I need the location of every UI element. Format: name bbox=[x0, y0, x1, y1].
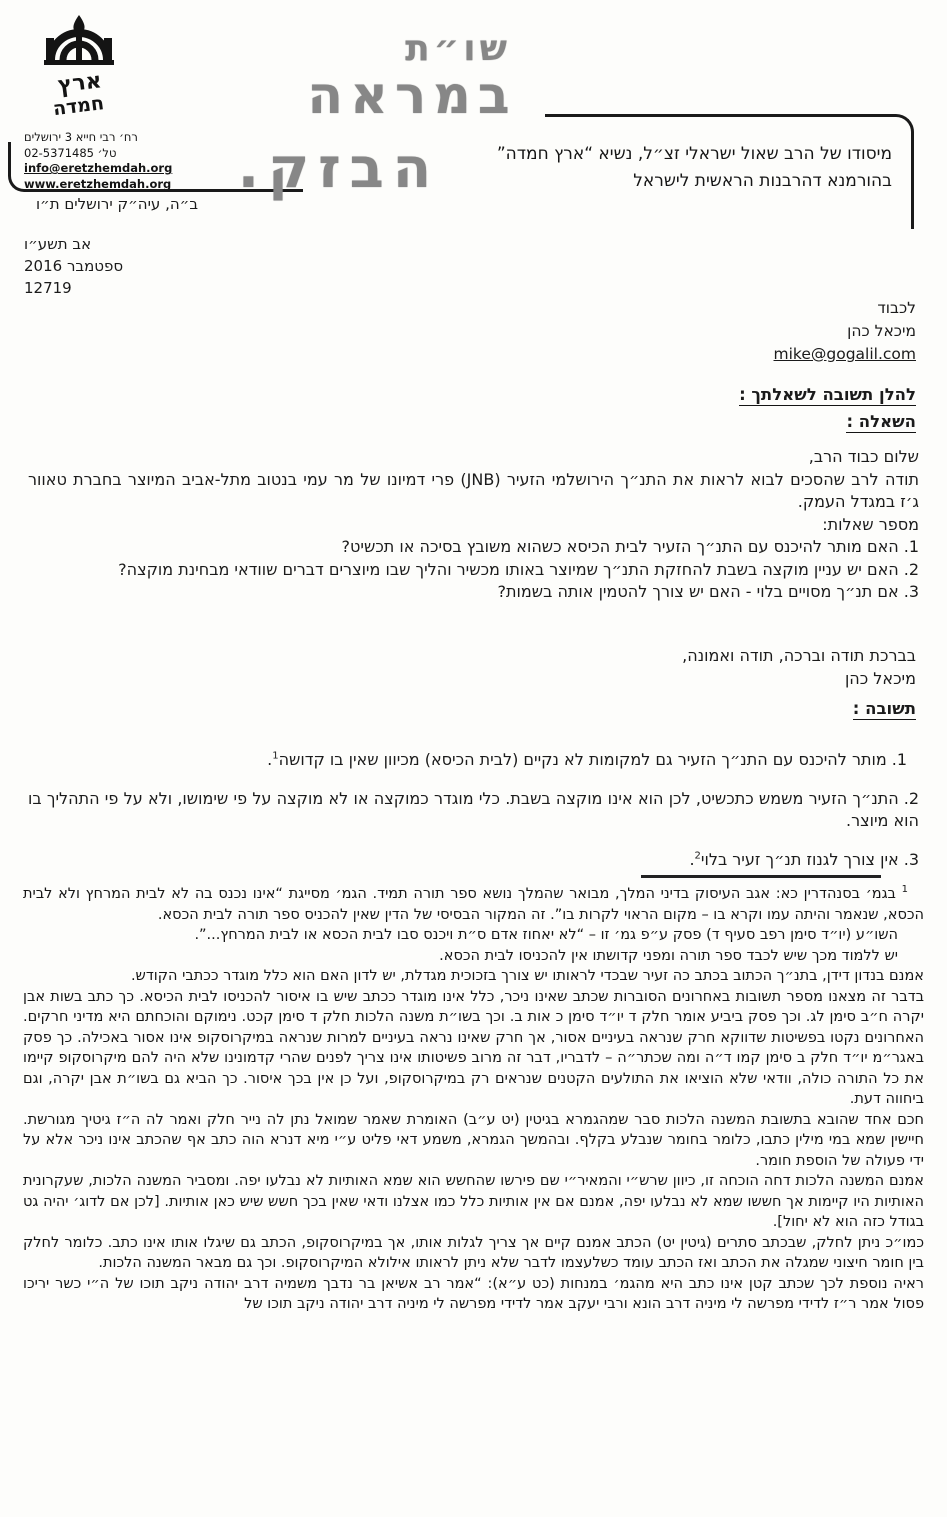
date-block bbox=[24, 233, 164, 299]
contact-phone: טל׳ 02-5371485 bbox=[24, 145, 117, 160]
contact-address: רח׳ רבי חייא 3 ירושלים bbox=[24, 130, 138, 144]
question-heading: השאלה : bbox=[846, 412, 916, 431]
footnote-paragraph: אמנם בנדון דידן, בתנ״ך הכתוב בכתב כה זעיר שבכדי לראותו יש צורך בזכוכית מגדלת, יש לדון האם הוא כלל מוגדר ככתבי הקודש. bbox=[130, 968, 924, 984]
answer-heading: תשובה : bbox=[852, 699, 916, 718]
question-body bbox=[28, 446, 919, 604]
subtitle-line-2: בהורמנא דהרבנות הראשית לישראל bbox=[633, 171, 892, 191]
logo-word-bottom: חמדה bbox=[51, 92, 106, 121]
question-closing: בברכת תודה וברכה, תודה ואמונה, bbox=[682, 646, 916, 665]
subtitle bbox=[430, 141, 892, 195]
footnote-ref: 1 bbox=[272, 750, 279, 762]
addressee-name: מיכאל כהן bbox=[847, 322, 916, 340]
question-intro: תודה לרב שהסכים לבוא לראות את התנ״ך הירושלמי הזעיר (JNB) פרי דמיונו של מר עמי בנטוב מתל-אביב המיוצר בחברת טאוור ג׳ז במגדל העמק. bbox=[28, 469, 920, 511]
answer-item: 2.התנ״ך הזעיר משמש כתכשיט, לכן הוא אינו מוקצה בשבת. כלי מוגדר כמוקצה או לא מוקצה על פי שימושו, ולא על פי התהליך בו הוא מיוצר. bbox=[28, 788, 919, 830]
reply-intro-heading: להלן תשובה לשאלתך : bbox=[739, 385, 916, 404]
addressee-email-link[interactable]: mike@gogalil.com bbox=[773, 345, 916, 363]
title-habazak: הבזק. bbox=[237, 136, 441, 201]
title-bemareh: במראה bbox=[307, 66, 517, 126]
footnote-paragraph: אמנם המשנה הלכות דחה הוכחה זו, כיוון שרש״י והמאיר״י שם פירשו שהחשש הוא שמא האותיות לא נבלעו יפה. ומסביר המשנה הלכות, שעקרונית האותיות היו קיימות אך חששו שמא לא נבלעו יפה, אמנם אם אין אותיות כלל כמו אצלנו ודאי שאין בכך חשש שיש כאן אותיות. [לכן אם לדוג׳ יהיה גט בגודל כזה הוא לא יחול]. bbox=[23, 1173, 924, 1230]
gregorian-date: ספטמבר 2016 bbox=[24, 257, 124, 275]
footnote-paragraph: כמו״כ ניתן לחלק, שבכתב סתרים (גיטין יט) הכתב אמנם קיים אך צריך לגלות אותו, אך במיקרוסקופ, הכתב גם שיגלו אותו אינו כתב. כלומר לחלק בין חומר חיצוני שמגלה את הכתב ואז הכתב עומד כשלעצמו לדבר שלא ניתן לראותו אילולא המיקרוסקופ. וכך גם מבאר המשנה הלכות. bbox=[23, 1234, 924, 1271]
answer-item: 1.מותר להיכנס עם התנ״ך הזעיר גם למקומות לא נקיים (לבית הכיסא) מכיוון שאין בו קדושה$^1$. bbox=[267, 750, 907, 769]
headings-block bbox=[739, 383, 916, 437]
eretz-hemdah-logo bbox=[26, 14, 132, 126]
contact-email-link[interactable]: info@eretzhemdah.org bbox=[24, 161, 173, 175]
footnote-paragraph: השו״ע (יו״ד סימן רפב סעיף ד) פסק ע״פ גמ׳ זו – “לא יאחוז אדם ס״ת ויכנס סבו לבית הכסא או לבית המרחץ...”. bbox=[194, 927, 898, 943]
menorah-flame-icon bbox=[26, 14, 132, 126]
footnote-marker: 1 bbox=[901, 884, 909, 896]
logo-word-top: ארץ bbox=[56, 68, 103, 99]
question-greeting: שלום כבוד הרב, bbox=[808, 447, 919, 466]
contact-website-link[interactable]: www.eretzhemdah.org bbox=[24, 176, 172, 191]
answer-body bbox=[28, 733, 919, 887]
question-item: 3.אם תנ״ך מסויים בלוי - האם יש צורך להטמין אותה בשמות? bbox=[497, 582, 919, 601]
footnote-paragraph: בדבר זה מצאנו מספר תשובות באחרונים הסוברות שכתב שאינו ניכר, כלל אינו מוגדר ככתב שיש בו איסור להכניסו לבית הכיסא. כך כתב בשות אבן יקרה ח״ב סימן לג. וכך פסק ביביע אומר חלק ד יו״ד סימן כ אות ב. וכך בשו״ת משנה הלכות חלק ד סימן קכט. נימוקם והוכחתם היא מדיני חרקים. האחרונים נקטו בפשיטות שדווקא חרק שנראה בעיניים אסור, אך חרק שאינו נראה בעיניים למרות שנראה במיקרוסקופ אינו אסור באכילה. כך פסק באגר״מ יו״ד חלק ב סימן קמו ד״ה ומה שכתר״ה – לדבריו, דבר זה מרוב פשיטותו אינו צריך לפנים שהרי קדמונינו שלא היה להם מיקרוסקופ קיימו את כל התורה כולה, וודאי שלא הוציאו את התולעים הקטנים שנראים רק במיקרוסקופ, ועל כן אין בכך איסור. כך הביא גם בשו״ת אבן יקרה, וגם ביחווה דעת. bbox=[23, 988, 924, 1107]
title-shut: שו״ת bbox=[405, 28, 511, 69]
question-list-intro: מספר שאלות: bbox=[822, 514, 919, 534]
subtitle-line-1: מיסודו של הרב שאול ישראלי זצ״ל, נשיא “ארץ חמדה” bbox=[496, 144, 892, 164]
question-item: 2.האם יש עניין מוקצה בשבת להחזקת התנ״ך שמיוצר באותו מכשיר והליך שבו מיוצרים דברים שוודאי מבחינת מוקצה? bbox=[118, 559, 919, 579]
footnote-ref: 2 bbox=[694, 850, 701, 862]
footnotes-block bbox=[23, 884, 924, 1315]
hebrew-date: אב תשע״ו bbox=[24, 235, 92, 253]
footnote-paragraph: יש ללמוד מכך שיש לכבד ספר תורה ומפני קדושתו אין להכניסו לבית הכסא. bbox=[439, 947, 898, 964]
footnote-paragraph: ראיה נוספת לכך שכתב קטן אינו כתב היא מהגמ׳ במנחות (כט ע״א): “אמר רב אשיאן בר נדבך משמיה דרב יהודה ניקב תוכו של ה״י כשר יריכו פסול אמר ר״ז לדידי מפרשה לי מיניה דרב הונא ורבי יעקב אמר לדידי מפרשה לי מיניה דרב יהודה ניקב תוכו של bbox=[23, 1275, 924, 1312]
question-signature: מיכאל כהן bbox=[844, 668, 916, 688]
answer-item: 3.אין צורך לגנוז תנ״ך זעיר בלוי$^2$. bbox=[689, 849, 919, 869]
question-closing-block bbox=[682, 645, 916, 690]
addressee-block bbox=[774, 297, 916, 366]
footnote-paragraph: $^1$ בגמ׳ בסנהדרין כא: אגב העיסוק בדיני המלך, מבואר שהמלך נושא ספר תורה תמיד. הגמ׳ מסייגת “אינו נכנס בה לא לבית המרחץ ולא לבית הכסא, שנאמר והיתה עמו וקרא בו – מקום הראוי לקרות בו”. זה המקור הבסיסי של הדין שאין להכניס ספר תורה לבית הכסא. bbox=[23, 884, 924, 923]
blessing-line: ב״ה, עיה״ק ירושלים ת״ו bbox=[35, 195, 198, 213]
addressee-salutation: לכבוד bbox=[877, 299, 916, 317]
question-item: 1.האם מותר להיכנס עם התנ״ך הזעיר לבית הכיסא כשהוא משובץ בסיכה או תכשיט? bbox=[341, 537, 919, 556]
footnote-paragraph: חכם אחד שהובא בתשובת המשנה הלכות סבר שמהגמרא בגיטין (יט ע״ב) האומרת שאמר שמואל נתן לה נייר חלק ואמר לה ה״ז גיטיך מגורשת. חיישין שמא במי מילין כתבו, כלומר בחומר שנבלע בקלף. ובהמשך הגמרא, משמע דאי פליט ע״י מיא דנרא הוה כתב אף שהכתב אינו ניכר אלא על ידי פעולה של הוספת חומר. bbox=[23, 1111, 924, 1169]
reference-number: 12719 bbox=[24, 279, 72, 297]
footnote-separator bbox=[641, 875, 881, 878]
answer-heading-block bbox=[853, 699, 916, 718]
